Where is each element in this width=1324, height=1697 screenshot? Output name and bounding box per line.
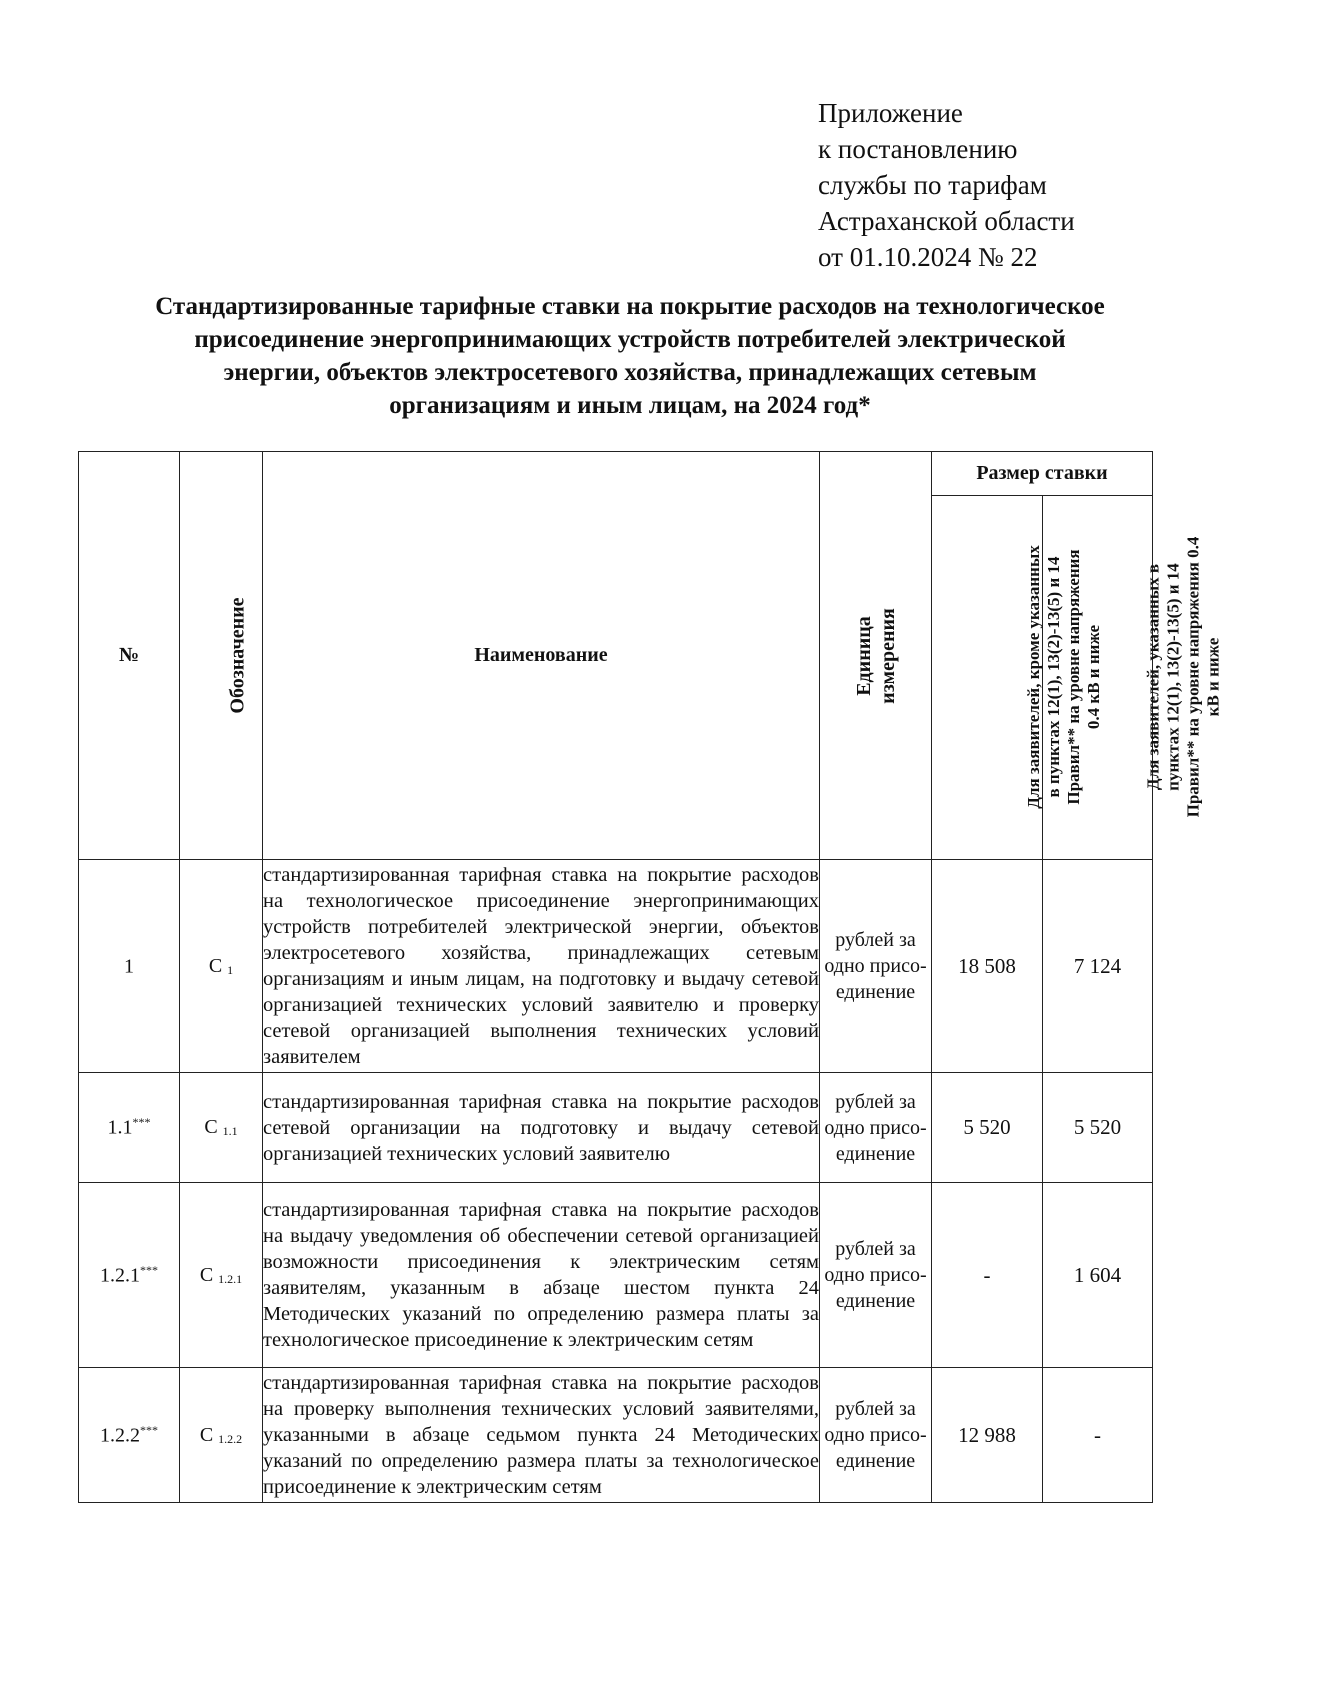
row-unit: рублей за одно присо-единение <box>820 860 932 1073</box>
table-row <box>79 1368 1153 1503</box>
row-num <box>79 1183 180 1368</box>
row-num-text: 1.2.2 <box>100 1424 140 1447</box>
row-symbol-index: 1.2.2 <box>218 1431 243 1446</box>
table-row <box>79 1183 1153 1368</box>
row-num-mark: *** <box>140 1422 158 1437</box>
row-symbol-letter: С <box>204 1116 218 1138</box>
row-value-b: - <box>1043 1368 1153 1503</box>
row-name: стандартизированная тарифная ставка на покрытие расходов сетевой организации на подготовку и выдачу сетевой организацией технических условий заявителю <box>263 1073 820 1183</box>
row-symbol-index: 1 <box>227 962 234 977</box>
appendix-line: от 01.10.2024 № 22 <box>818 242 1038 272</box>
appendix-line: Приложение <box>818 98 963 128</box>
row-num-mark: *** <box>132 1115 151 1130</box>
row-symbol-index: 1.2.1 <box>218 1271 243 1286</box>
header-rate-group <box>932 452 1153 496</box>
header-unit <box>820 452 932 860</box>
row-value-a: 12 988 <box>932 1368 1043 1503</box>
row-num <box>79 1073 180 1183</box>
appendix-line: к постановлению <box>818 134 1018 164</box>
row-symbol-letter: С <box>199 1263 214 1286</box>
row-symbol-letter: С <box>199 1423 214 1446</box>
appendix-line: Астраханской области <box>818 206 1075 236</box>
header-symbol-label: Обозначение <box>226 597 249 714</box>
row-symbol <box>180 860 263 1073</box>
header-col-b-line: пунктах 12(1), 13(2)-13(5) и 14 <box>1163 563 1183 791</box>
row-unit: рублей за одно присо-единение <box>820 1183 932 1368</box>
row-value-a: 5 520 <box>932 1073 1043 1183</box>
header-col-b-line: Правил** на уровне напряжения 0.4 <box>1183 536 1203 818</box>
row-value-b: 7 124 <box>1043 860 1153 1073</box>
header-rate-group-label: Размер ставки <box>976 462 1108 484</box>
row-num <box>79 860 180 1073</box>
header-unit-line: измерения <box>876 607 899 704</box>
row-num-mark: *** <box>140 1262 158 1277</box>
row-name: стандартизированная тарифная ставка на покрытие расходов на проверку выполнения технических условий заявителями, указанными в абзаце седьмом пункта 24 Методических указаний по определению размера платы за технологическое присоединение к электрическим сетям <box>263 1368 820 1503</box>
appendix-block <box>818 95 1075 275</box>
row-unit: рублей за одно присо-единение <box>820 1073 932 1183</box>
table-row <box>79 1073 1153 1183</box>
row-value-a: - <box>932 1183 1043 1368</box>
header-num <box>79 452 180 860</box>
row-symbol-index: 1.1 <box>222 1124 238 1138</box>
tariff-table <box>78 451 1223 1503</box>
document-title: Стандартизированные тарифные ставки на покрытие расходов на технологическое присоединение энергопринимающих устройств потребителей электрической энергии, объектов электросетевого хозяйства, принадлежащих сетевым организациям и иным лицам, на 2024 год* <box>155 293 1105 419</box>
header-row <box>79 452 1153 496</box>
row-num <box>79 1368 180 1503</box>
header-col-a-line: Для заявителей, кроме указанных <box>1023 545 1043 809</box>
header-symbol <box>180 452 263 860</box>
row-value-b: 1 604 <box>1043 1183 1153 1368</box>
row-symbol <box>180 1073 263 1183</box>
header-name <box>263 452 820 860</box>
row-value-a: 18 508 <box>932 860 1043 1073</box>
row-num-text: 1.1 <box>107 1116 133 1139</box>
row-name: стандартизированная тарифная ставка на покрытие расходов на технологическое присоединение энергопринимающих устройств потребителей электрической энергии, объектов электросетевого хозяйства, принадлежащих сетевым организациям и иным лицам, на подготовку и выдачу сетевой организацией технических условий заявителю и проверку сетевой организацией выполнения технических условий заявителем <box>263 860 820 1073</box>
header-col-a-line: Правил** на уровне напряжения <box>1063 549 1083 805</box>
header-col-b-label <box>1143 537 1223 818</box>
row-num-text: 1 <box>124 955 134 978</box>
header-col-a-label <box>1024 545 1104 809</box>
header-unit-line: Единица <box>852 615 875 696</box>
row-value-b: 5 520 <box>1043 1073 1153 1183</box>
header-col-a-line: 0.4 кВ и ниже <box>1083 624 1103 730</box>
header-col-b-line: кВ и ниже <box>1203 637 1223 717</box>
row-symbol-letter: С <box>208 954 223 977</box>
header-name-label: Наименование <box>474 644 608 666</box>
row-unit: рублей за одно присо-единение <box>820 1368 932 1503</box>
header-unit-label <box>852 608 900 704</box>
appendix-line: службы по тарифам <box>818 170 1047 200</box>
table-row <box>79 860 1153 1073</box>
row-symbol <box>180 1183 263 1368</box>
header-col-b-line: Для заявителей, указанных в <box>1143 563 1163 791</box>
row-num-text: 1.2.1 <box>100 1264 140 1287</box>
header-col-a-line: в пунктах 12(1), 13(2)-13(5) и 14 <box>1043 556 1063 798</box>
row-symbol <box>180 1368 263 1503</box>
header-col-a <box>932 496 1103 860</box>
header-num-label: № <box>118 644 140 666</box>
row-name: стандартизированная тарифная ставка на покрытие расходов на выдачу уведомления об обеспечении сетевой организацией возможности присоединения к электрическим сетям заявителям, указанным в абзаце шестом пункта 24 Методических указаний по определению размера платы за технологическое присоединение к электрическим сетям <box>263 1183 820 1368</box>
